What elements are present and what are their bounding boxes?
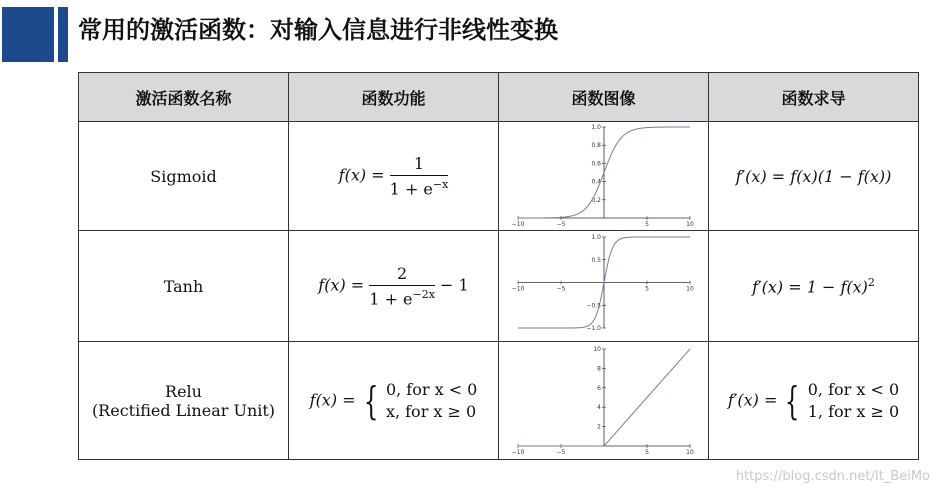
function-cell	[289, 231, 499, 342]
y-tick-label: −1.0	[585, 325, 601, 332]
table-row-sigmoid	[79, 122, 919, 231]
plot-cell	[499, 231, 709, 342]
table-row-tanh	[79, 231, 919, 342]
x-tick-label: 5	[644, 285, 649, 293]
sigmoid-den-exp: −x	[432, 177, 449, 191]
relu-lhs: f(x) =	[309, 390, 356, 409]
name-relu-full: (Rectified Linear Unit)	[91, 400, 276, 420]
name-sigmoid: Sigmoid	[150, 166, 217, 186]
plot-cell	[499, 342, 709, 460]
brace-icon: {	[363, 378, 379, 423]
title-accent-block	[2, 7, 54, 62]
sigmoid-lhs: f(x) =	[338, 165, 385, 185]
y-tick-label: 4	[596, 403, 601, 411]
table-row-relu	[79, 342, 919, 460]
relu-derivative-cases	[782, 379, 899, 423]
relu-case-lines	[386, 379, 477, 423]
tanh-denominator	[369, 286, 435, 308]
y-tick-label: 0.2	[590, 196, 601, 204]
relu-cases	[361, 379, 478, 423]
y-tick-label: 0.6	[590, 160, 601, 168]
activation-table	[78, 72, 919, 460]
y-tick-label: −0.5	[585, 302, 601, 310]
tanh-numerator: 2	[369, 264, 435, 286]
y-tick-label: 6	[596, 384, 601, 392]
tanh-den-exp: −2x	[412, 287, 435, 301]
x-tick-label: −5	[556, 448, 565, 456]
x-tick-label: 5	[644, 448, 649, 456]
relu-derivative-lhs: f′(x) =	[727, 390, 778, 409]
relu-derivative-lines	[808, 379, 899, 423]
name-relu: Relu	[165, 381, 202, 401]
brace-icon: {	[785, 378, 800, 423]
tanh-lhs: f(x) =	[318, 275, 365, 295]
header-function: 函数功能	[289, 73, 499, 122]
y-tick-label: 0.5	[590, 256, 601, 264]
derivative-cell	[709, 122, 919, 231]
y-tick-label: 0.4	[590, 178, 601, 186]
table-header-row	[79, 73, 919, 122]
tanh-den-base: 1 + e	[369, 289, 413, 309]
y-tick-label: 10	[592, 345, 601, 353]
x-tick-label: −10	[511, 448, 524, 456]
y-tick-label: 1.0	[590, 124, 601, 131]
name-cell	[79, 231, 289, 342]
sigmoid-denominator	[390, 176, 449, 198]
tanh-fraction	[369, 264, 435, 308]
header-plot: 函数图像	[499, 73, 709, 122]
relu-case-2: x, for x ≥ 0	[385, 401, 477, 421]
header-name: 激活函数名称	[79, 73, 289, 122]
x-tick-label: −10	[511, 221, 524, 228]
relu-case-1: 0, for x < 0	[385, 379, 478, 399]
sigmoid-plot	[511, 122, 694, 228]
sigmoid-numerator: 1	[390, 154, 449, 176]
function-cell	[289, 342, 499, 460]
derivative-cell	[709, 231, 919, 342]
function-cell	[289, 122, 499, 231]
plot-cell	[499, 122, 709, 231]
name-cell	[79, 122, 289, 231]
x-tick-label: 10	[685, 221, 694, 228]
y-tick-label: 1.0	[590, 234, 601, 241]
sigmoid-derivative: f′(x) = f(x)(1 − f(x))	[735, 166, 892, 186]
relu-derivative-case-2: 1, for x ≥ 0	[807, 401, 900, 421]
tanh-plot	[511, 232, 694, 336]
sigmoid-den-base: 1 + e	[389, 179, 433, 199]
x-tick-label: 10	[685, 285, 694, 293]
relu-derivative-case-1: 0, for x < 0	[807, 379, 900, 399]
title-accent-stripe	[58, 7, 68, 62]
x-tick-label: −10	[511, 285, 524, 293]
x-tick-label: 5	[644, 221, 649, 228]
header-derivative: 函数求导	[709, 73, 919, 122]
y-tick-label: 2	[596, 423, 601, 431]
tanh-derivative-exp: 2	[867, 275, 875, 289]
x-tick-label: −5	[556, 285, 565, 293]
y-tick-label: 8	[596, 364, 601, 372]
name-tanh: Tanh	[163, 276, 204, 296]
tanh-derivative: f′(x) = 1 − f(x)	[752, 277, 868, 297]
derivative-cell	[709, 342, 919, 460]
name-cell	[79, 342, 289, 460]
relu-plot	[511, 344, 694, 456]
tanh-suffix: − 1	[440, 275, 469, 295]
y-tick-label: 0.8	[590, 142, 601, 150]
x-tick-label: 10	[685, 448, 694, 456]
sigmoid-fraction	[390, 154, 449, 198]
watermark: https://blog.csdn.net/It_BeiMo	[735, 469, 930, 484]
x-tick-label: −5	[556, 221, 565, 228]
slide-title: 常用的激活函数：对输入信息进行非线性变换	[78, 16, 558, 44]
